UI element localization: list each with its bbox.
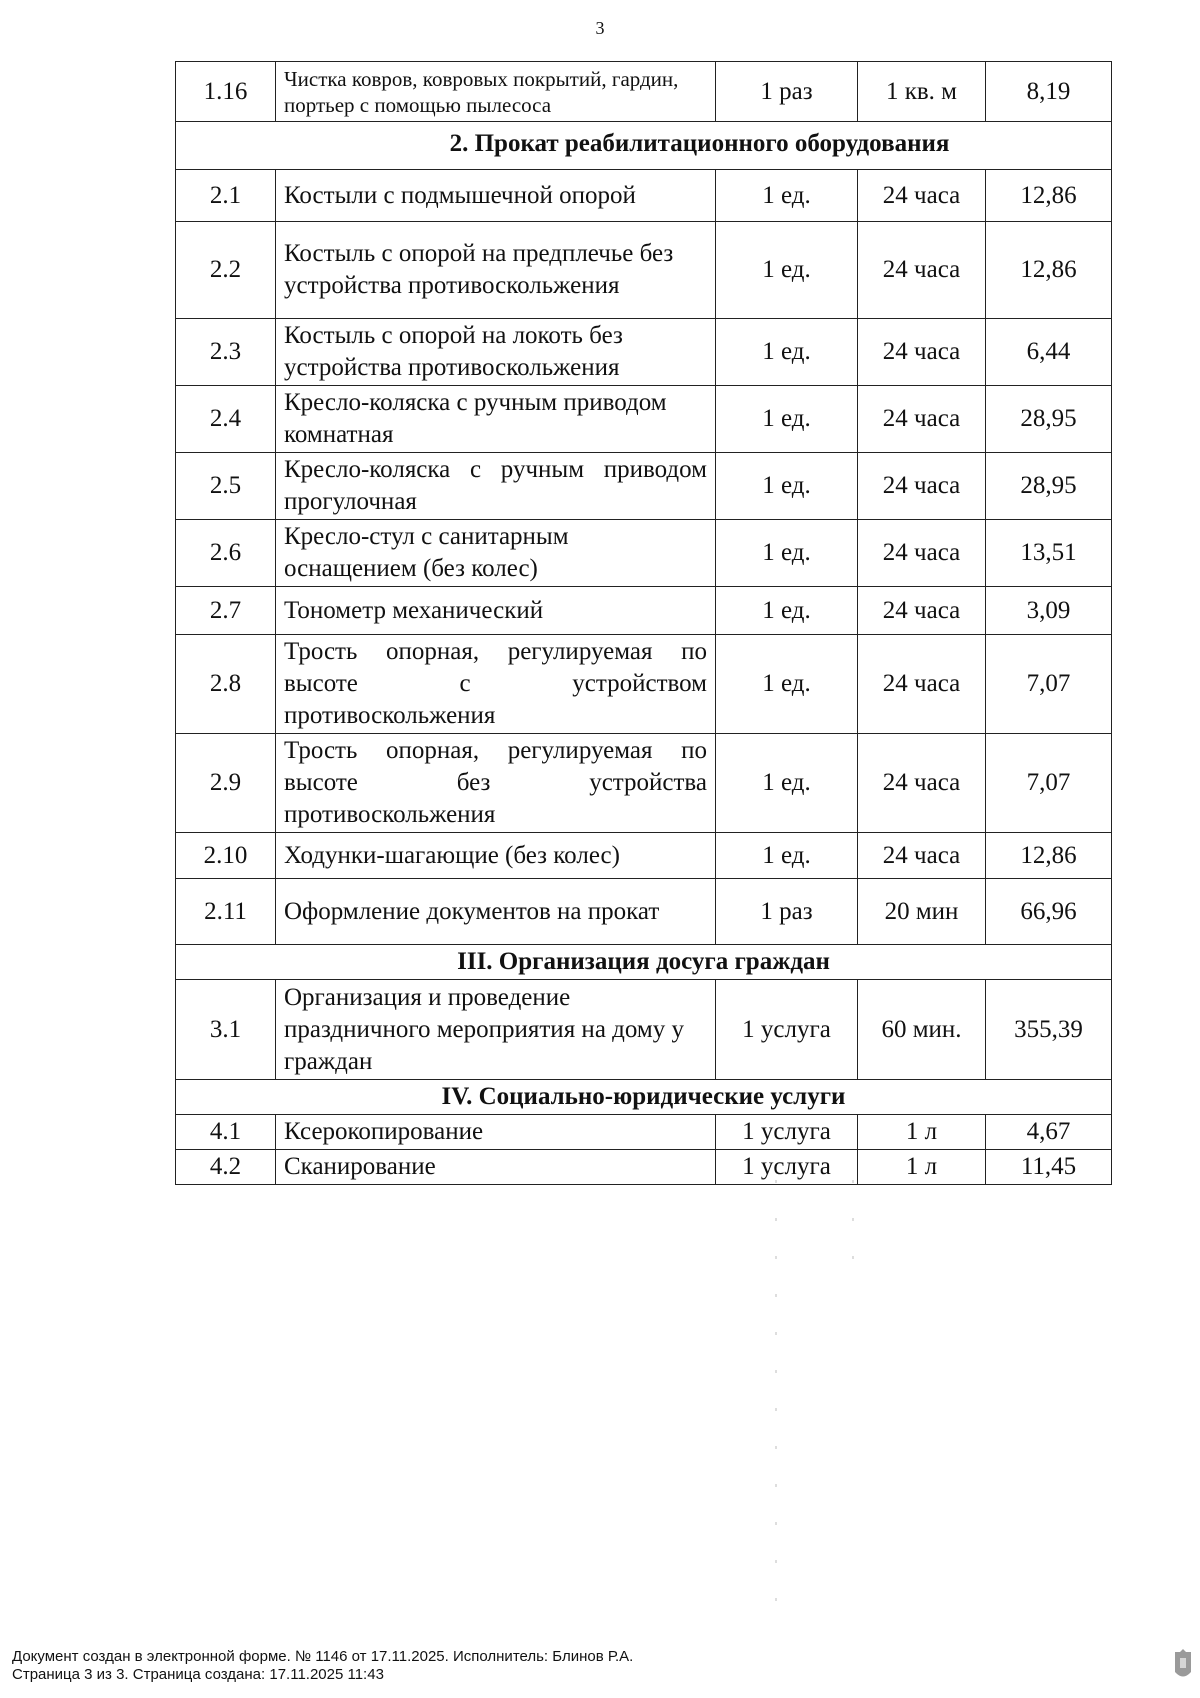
service-duration: 20 мин [858,879,986,945]
table-row [176,980,1112,1080]
row-number: 2.1 [176,170,276,222]
tariff-table [175,61,1112,1185]
service-name: Тонометр механический [276,587,716,635]
service-duration: 24 часа [858,520,986,587]
service-name: Костыль с опорой на локоть без устройства противоскольжения [276,319,716,386]
service-unit: 1 ед. [716,520,858,587]
section-heading: IV. Социально-юридические услуги [176,1080,1112,1115]
service-duration: 60 мин. [858,980,986,1080]
section-heading-row [176,945,1112,980]
service-price: 13,51 [986,520,1112,587]
service-unit: 1 ед. [716,170,858,222]
row-number: 2.11 [176,879,276,945]
service-name: Оформление документов на прокат [276,879,716,945]
table-row [176,734,1112,833]
service-price: 4,67 [986,1115,1112,1150]
service-name: Ходунки-шагающие (без колес) [276,833,716,879]
service-unit: 1 услуга [716,980,858,1080]
service-name: Кресло-стул с санитарным оснащением (без колес) [276,520,716,587]
service-unit: 1 раз [716,879,858,945]
scan-artifact [775,1180,777,1620]
service-duration: 24 часа [858,587,986,635]
service-unit: 1 услуга [716,1115,858,1150]
service-name: Кресло-коляска с ручным приводом комнатная [276,386,716,453]
service-price: 355,39 [986,980,1112,1080]
section-heading-row [176,122,1112,170]
footer-line-2: Страница 3 из 3. Страница создана: 17.11.2025 11:43 [12,1666,384,1683]
row-number: 4.2 [176,1150,276,1185]
row-number: 2.5 [176,453,276,520]
service-duration: 24 часа [858,635,986,734]
footer-line-1: Документ создан в электронной форме. № 1146 от 17.11.2025. Исполнитель: Блинов Р.А. [12,1648,634,1665]
service-unit: 1 ед. [716,734,858,833]
service-unit: 1 ед. [716,319,858,386]
table-row [176,1115,1112,1150]
service-price: 7,07 [986,635,1112,734]
service-price: 12,86 [986,222,1112,319]
service-duration: 24 часа [858,453,986,520]
row-number: 2.3 [176,319,276,386]
service-duration: 24 часа [858,319,986,386]
table-row [176,319,1112,386]
row-number: 2.7 [176,587,276,635]
row-number: 3.1 [176,980,276,1080]
service-name: Костыли с подмышечной опорой [276,170,716,222]
service-price: 12,86 [986,170,1112,222]
service-price: 11,45 [986,1150,1112,1185]
service-unit: 1 ед. [716,635,858,734]
table-row [176,62,1112,122]
table-row [176,635,1112,734]
service-price: 28,95 [986,386,1112,453]
service-price: 7,07 [986,734,1112,833]
table-row [176,520,1112,587]
service-unit: 1 раз [716,62,858,122]
page-number: 3 [595,18,605,38]
service-duration: 1 кв. м [858,62,986,122]
table-row [176,222,1112,319]
service-name: Трость опорная, регулируемая по высоте с устройством противоскольжения [276,635,716,734]
service-duration: 1 л [858,1115,986,1150]
table-row [176,587,1112,635]
section-heading-row [176,1080,1112,1115]
service-name: Сканирование [276,1150,716,1185]
service-unit: 1 ед. [716,453,858,520]
service-price: 6,44 [986,319,1112,386]
service-price: 8,19 [986,62,1112,122]
service-duration: 24 часа [858,833,986,879]
service-name: Трость опорная, регулируемая по высоте без устройства противоскольжения [276,734,716,833]
row-number: 2.9 [176,734,276,833]
service-duration: 24 часа [858,170,986,222]
service-name: Ксерокопирование [276,1115,716,1150]
service-price: 3,09 [986,587,1112,635]
document-footer [12,1648,633,1684]
service-price: 12,86 [986,833,1112,879]
service-duration: 24 часа [858,386,986,453]
row-number: 2.6 [176,520,276,587]
service-unit: 1 ед. [716,833,858,879]
service-unit: 1 ед. [716,587,858,635]
row-number: 2.4 [176,386,276,453]
table-row [176,879,1112,945]
service-unit: 1 ед. [716,386,858,453]
service-name: Костыль с опорой на предплечье без устройства противоскольжения [276,222,716,319]
row-number: 2.8 [176,635,276,734]
service-name: Чистка ковров, ковровых покрытий, гардин, портьер с помощью пылесоса [276,62,716,122]
section-heading: 2. Прокат реабилитационного оборудования [176,122,1112,170]
service-price: 28,95 [986,453,1112,520]
coat-of-arms-icon [1172,1648,1194,1682]
section-heading: III. Организация досуга граждан [176,945,1112,980]
table-row [176,1150,1112,1185]
row-number: 4.1 [176,1115,276,1150]
row-number: 1.16 [176,62,276,122]
row-number: 2.2 [176,222,276,319]
table-row [176,170,1112,222]
table-row [176,833,1112,879]
row-number: 2.10 [176,833,276,879]
service-unit: 1 услуга [716,1150,858,1185]
table-row [176,386,1112,453]
service-name: Организация и проведение праздничного мероприятия на дому у граждан [276,980,716,1080]
service-duration: 24 часа [858,222,986,319]
service-duration: 1 л [858,1150,986,1185]
table-row [176,453,1112,520]
scan-artifact [852,1180,854,1270]
service-duration: 24 часа [858,734,986,833]
service-unit: 1 ед. [716,222,858,319]
service-price: 66,96 [986,879,1112,945]
service-name: Кресло-коляска с ручным приводом прогулочная [276,453,716,520]
